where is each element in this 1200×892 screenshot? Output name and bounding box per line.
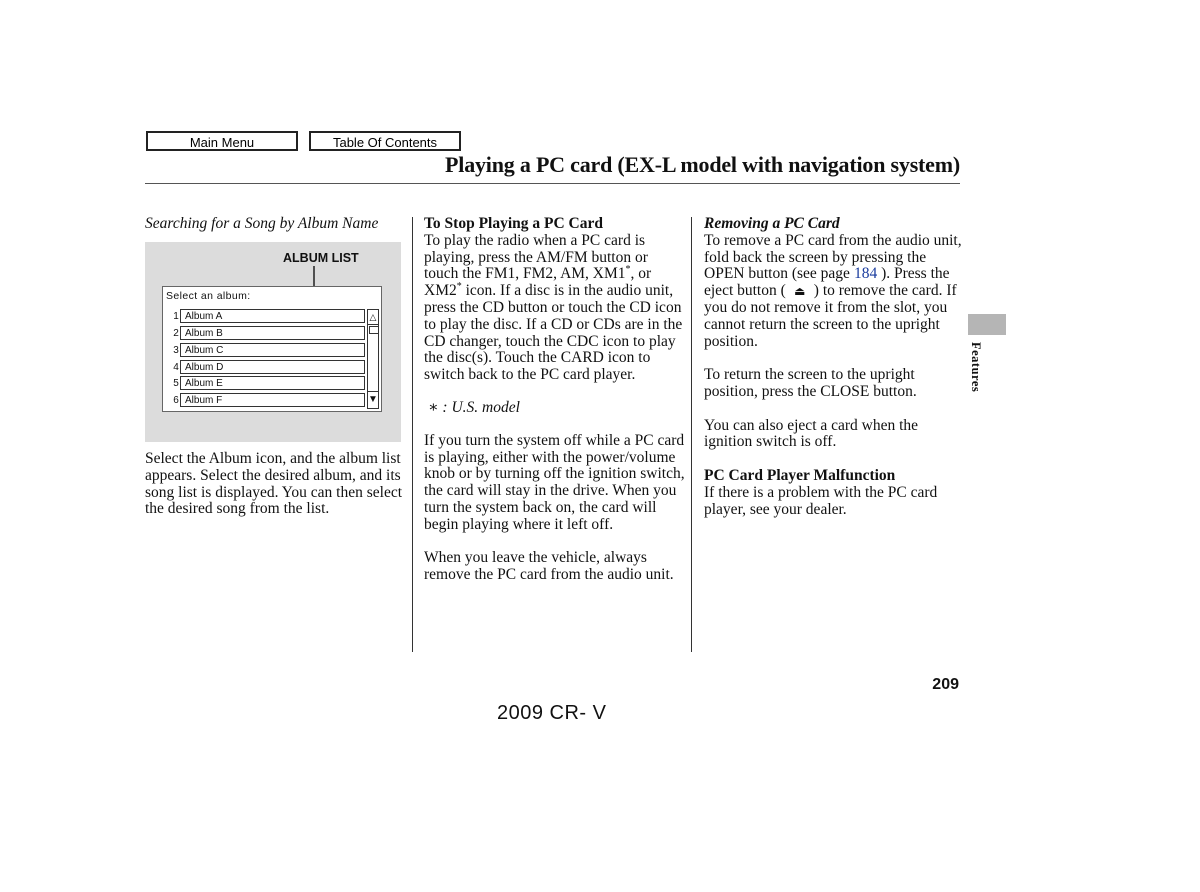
section-tab-label: Features — [969, 342, 983, 393]
album-button[interactable]: Album D — [180, 360, 365, 374]
section-heading-stop-playing: To Stop Playing a PC Card — [424, 215, 603, 232]
list-item — [163, 326, 369, 342]
list-item — [163, 360, 369, 376]
figure-label: ALBUM LIST — [283, 251, 359, 265]
album-button[interactable]: Album E — [180, 376, 365, 390]
list-item — [163, 309, 369, 325]
column-1 — [145, 216, 405, 233]
eject-icon: ⏏ — [794, 284, 806, 299]
stop-playing-text: To play the radio when a PC card is playing, press the AM/FM button or touch the FM1, FM2, AM, XM1*, or XM2* icon. If a disc is in the audio unit, press the CD button or touch the CD icon to play the disc. If a CD or CDs are in the CD changer, touch the CDC icon to play the disc(s). Touch the CARD icon to switch back to the PC card player. — [424, 231, 683, 384]
leave-vehicle-text: When you leave the vehicle, always remove the PC card from the audio unit. — [424, 549, 674, 584]
section-tab-marker — [968, 314, 1006, 335]
scrollbar[interactable] — [367, 309, 379, 409]
album-button[interactable]: Album F — [180, 393, 365, 407]
album-number: 5 — [173, 378, 179, 389]
footnote-marker: * — [456, 281, 462, 293]
section-heading-malfunction: PC Card Player Malfunction — [704, 466, 896, 484]
album-select-screen — [162, 286, 382, 412]
album-button[interactable]: Album A — [180, 309, 365, 323]
list-item — [163, 393, 369, 409]
scroll-down-icon[interactable]: ▼ — [368, 391, 378, 408]
scroll-up-icon[interactable]: △ — [368, 310, 378, 325]
column-divider — [691, 217, 692, 652]
section-heading-album-search: Searching for a Song by Album Name — [145, 215, 379, 232]
page-title: Playing a PC card (EX-L model with navigation system) — [445, 152, 960, 177]
album-search-text: Select the Album icon, and the album list appears. Select the desired album, and its song list is displayed. You can then select the desired song from the list. — [145, 450, 403, 518]
footer-model: 2009 CR- V — [497, 702, 607, 724]
album-button[interactable]: Album B — [180, 326, 365, 340]
album-number: 2 — [173, 328, 179, 339]
eject-ignition-text: You can also eject a card when the ignition switch is off. — [704, 416, 919, 451]
column-1-body — [145, 451, 405, 518]
album-number: 4 — [173, 362, 179, 373]
column-2 — [424, 216, 686, 584]
scroll-thumb[interactable] — [369, 326, 379, 334]
column-3 — [704, 216, 966, 518]
column-divider — [412, 217, 413, 652]
screen-title: Select an album: — [166, 290, 251, 302]
footnote: ∗ : U.S. model — [428, 398, 520, 416]
album-number: 1 — [173, 311, 179, 322]
album-number: 6 — [173, 395, 179, 406]
list-item — [163, 343, 369, 359]
removing-text: To remove a PC card from the audio unit, fold back the screen by pressing the OPEN button (see page 184 ). Press the eject button ( ⏏ ) to remove the card. If you do not remove it from the slot, you cannot return the screen to the upright position. — [704, 231, 962, 350]
album-number: 3 — [173, 345, 179, 356]
page-number: 209 — [932, 676, 959, 693]
title-rule — [145, 183, 960, 184]
footnote-marker: * — [625, 264, 631, 276]
album-button[interactable]: Album C — [180, 343, 365, 357]
table-of-contents-button[interactable]: Table Of Contents — [309, 131, 461, 151]
malfunction-text: If there is a problem with the PC card player, see your dealer. — [704, 483, 938, 518]
section-heading-removing: Removing a PC Card — [704, 215, 840, 232]
page-link[interactable]: 184 — [853, 265, 878, 283]
list-item — [163, 376, 369, 392]
return-screen-text: To return the screen to the upright position, press the CLOSE button. — [704, 366, 917, 400]
system-off-text: If you turn the system off while a PC card is playing, either with the power/volume knob or by turning off the ignition switch, the card will stay in the drive. When you turn the system back on, the card will begin playing where it left off. — [424, 431, 685, 533]
main-menu-button[interactable]: Main Menu — [146, 131, 298, 151]
